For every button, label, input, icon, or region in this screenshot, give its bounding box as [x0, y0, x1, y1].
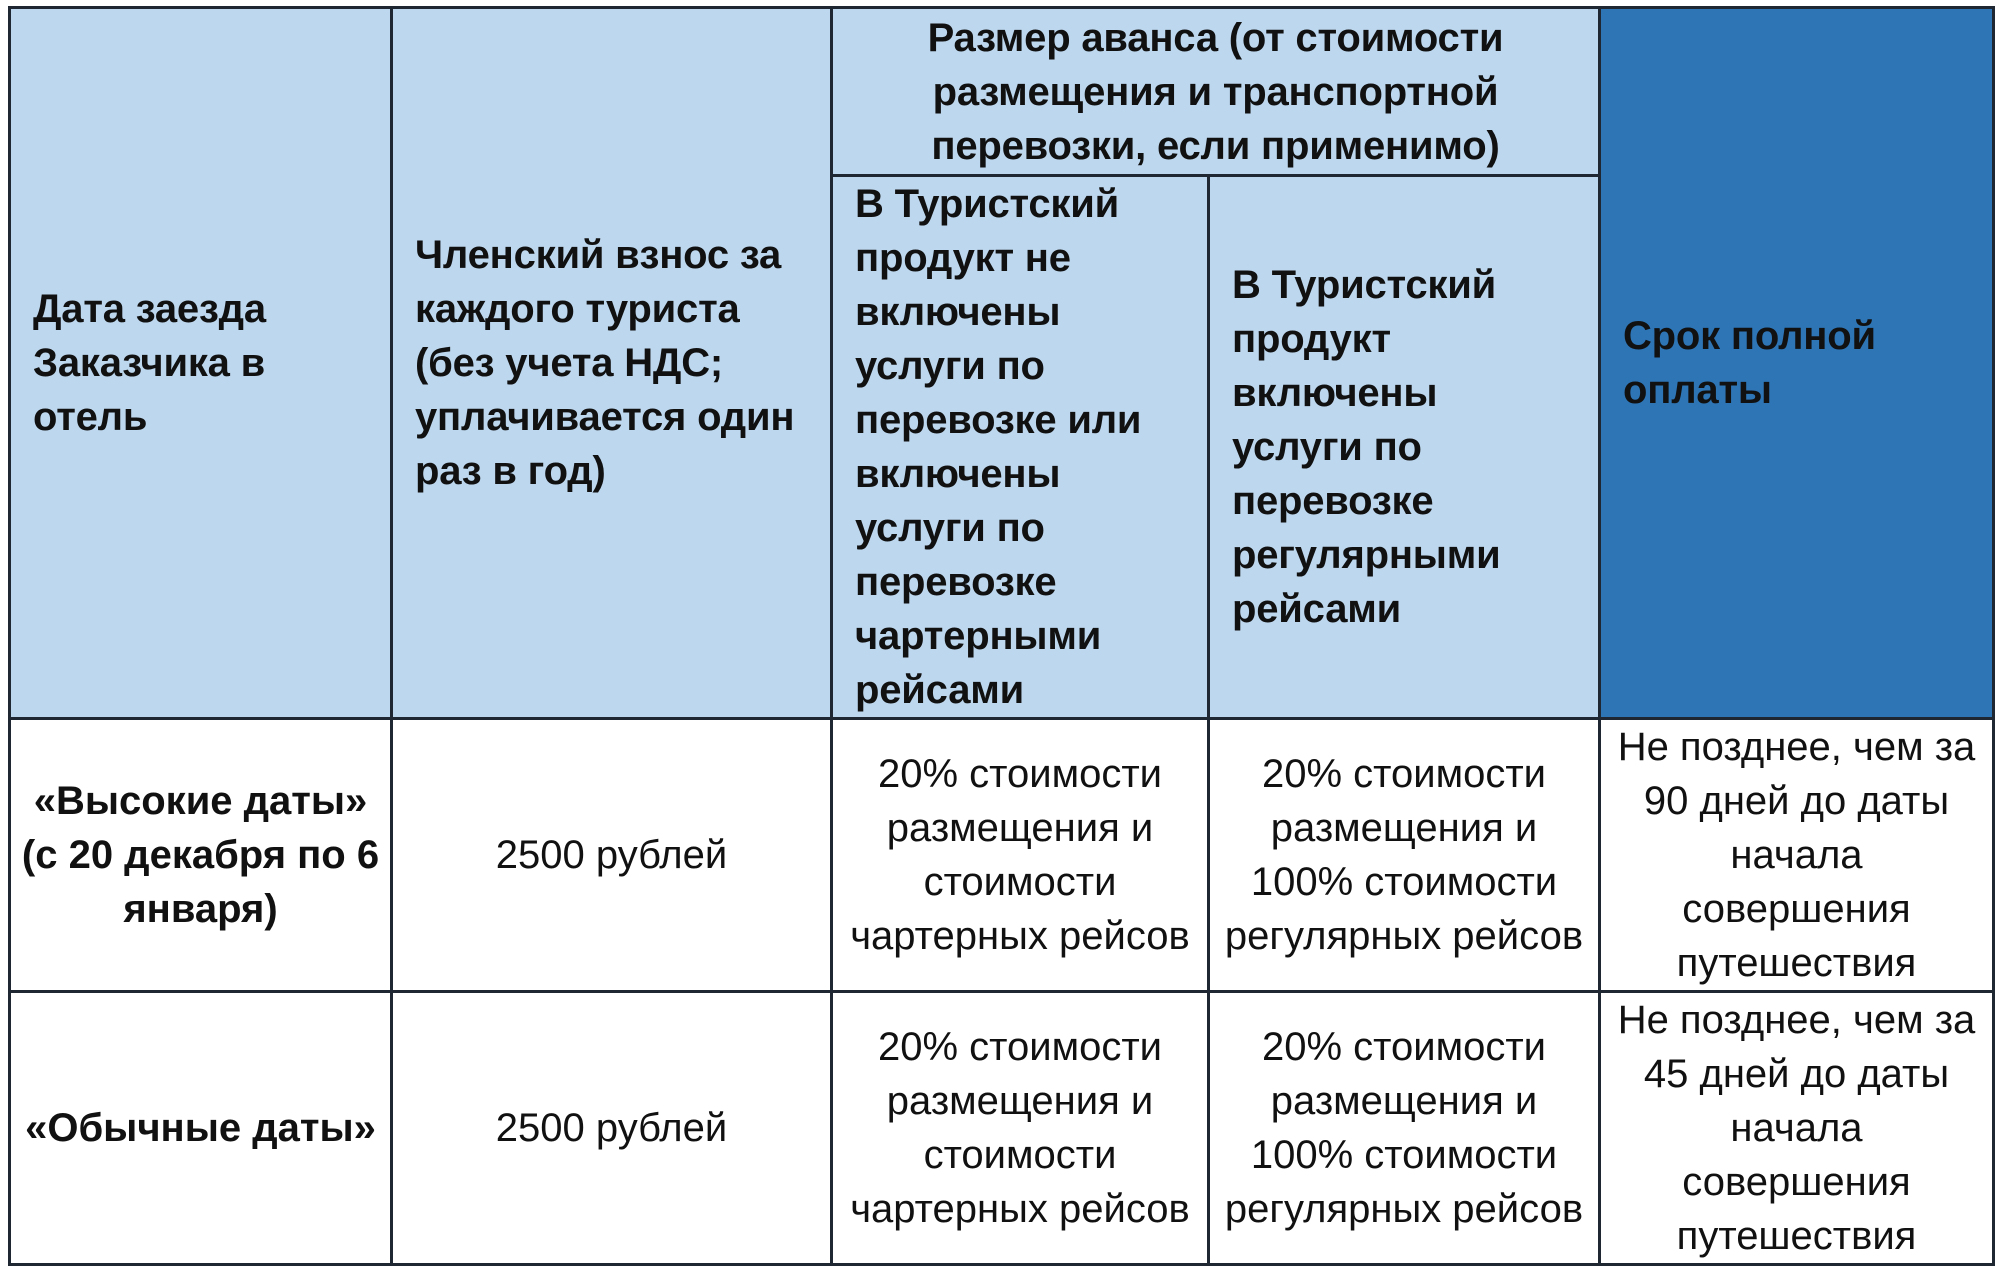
row-advance-charter: 20% стоимости размещения и стоимости чартерных рейсов — [832, 719, 1209, 992]
row-period: «Высокие даты» (с 20 декабря по 6 января) — [10, 719, 392, 992]
payment-terms-table — [8, 6, 1995, 1266]
row-advance-regular: 20% стоимости размещения и 100% стоимости регулярных рейсов — [1209, 719, 1600, 992]
header-full-payment-deadline: Срок полной оплаты — [1600, 8, 1994, 719]
header-checkin-date: Дата заезда Заказчика в отель — [10, 8, 392, 719]
row-period: «Обычные даты» — [10, 992, 392, 1265]
header-advance-charter: В Туристский продукт не включены услуги по перевозке или включены услуги по перевозке чартерными рейсами — [832, 176, 1209, 719]
table-row — [10, 992, 1994, 1265]
row-deadline: Не позднее, чем за 90 дней до даты начала совершения путешествия — [1600, 719, 1994, 992]
row-advance-regular: 20% стоимости размещения и 100% стоимости регулярных рейсов — [1209, 992, 1600, 1265]
header-advance-regular: В Туристский продукт включены услуги по перевозке регулярными рейсами — [1209, 176, 1600, 719]
row-fee: 2500 рублей — [392, 992, 832, 1265]
header-membership-fee: Членский взнос за каждого туриста (без учета НДС; уплачивается один раз в год) — [392, 8, 832, 719]
header-row-top — [10, 8, 1994, 176]
header-advance-group: Размер аванса (от стоимости размещения и транспортной перевозки, если применимо) — [832, 8, 1600, 176]
row-advance-charter: 20% стоимости размещения и стоимости чартерных рейсов — [832, 992, 1209, 1265]
table-row — [10, 719, 1994, 992]
row-fee: 2500 рублей — [392, 719, 832, 992]
row-deadline: Не позднее, чем за 45 дней до даты начала совершения путешествия — [1600, 992, 1994, 1265]
